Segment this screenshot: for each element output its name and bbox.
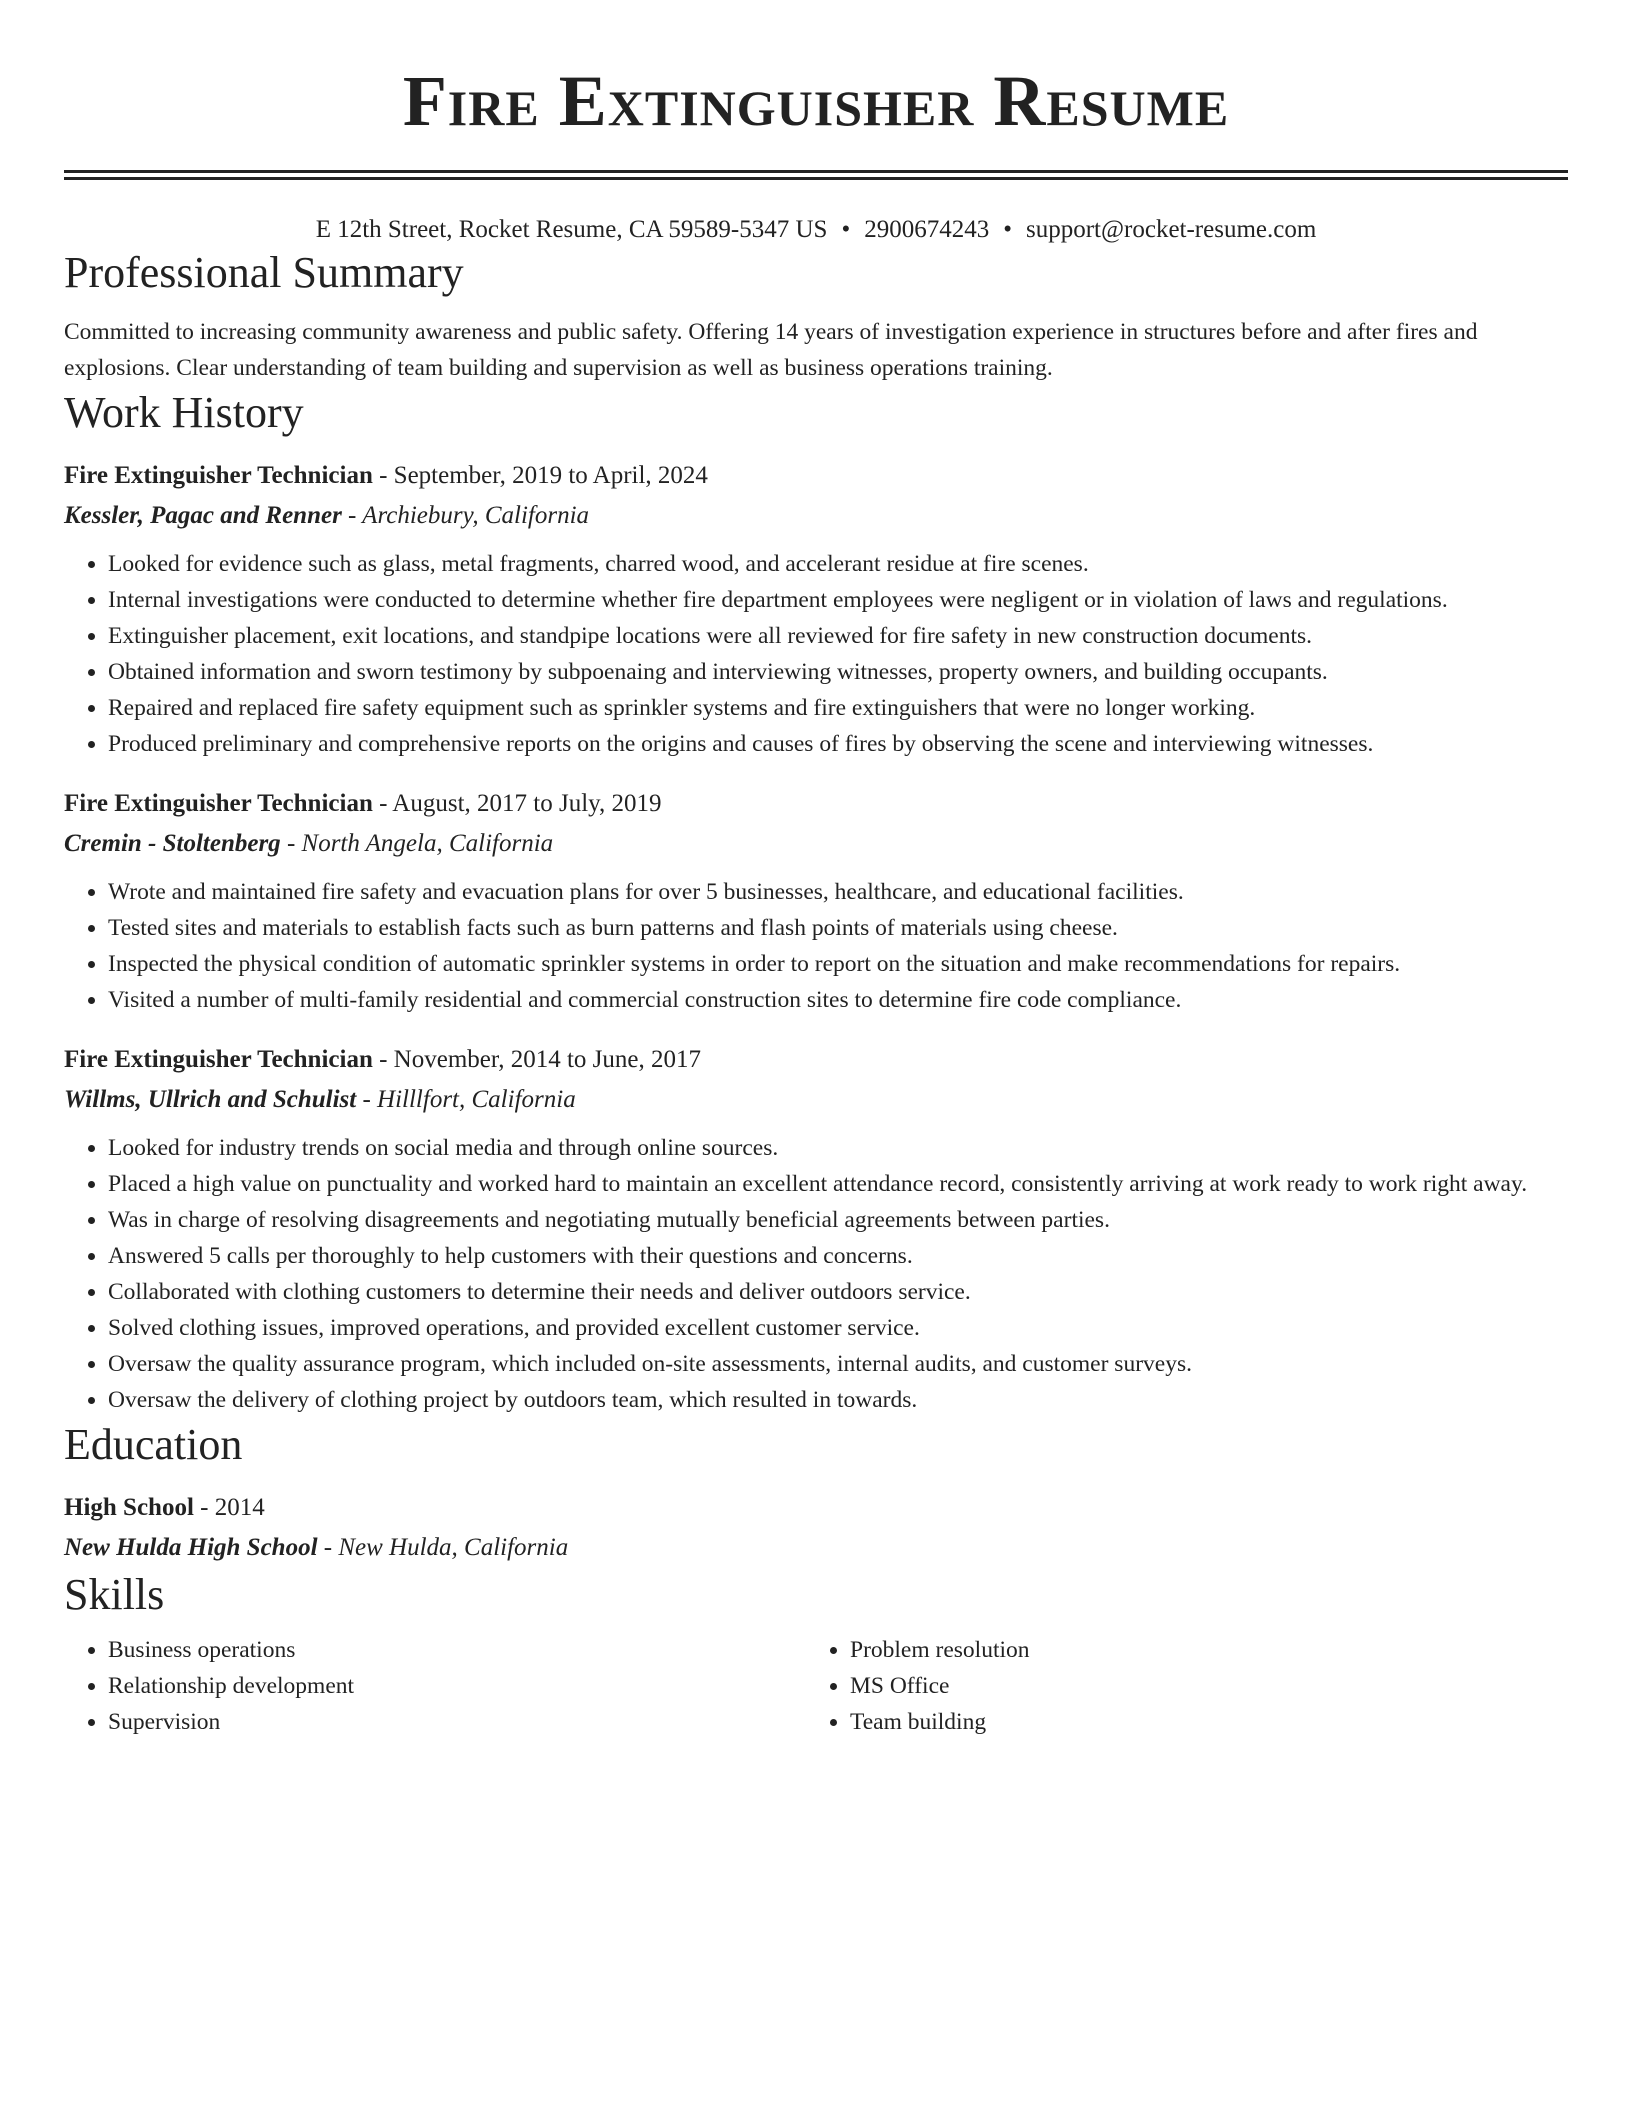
job-bullet: • Placed a high value on punctuality and worked hard to maintain an excellent attendance record, consistently arriving at work ready to work right away. <box>108 1166 1568 1202</box>
job-location: - Hilllfort, California <box>356 1086 576 1113</box>
skill-item: • Supervision <box>108 1704 806 1740</box>
job-bullet: • Looked for evidence such as glass, metal fragments, charred wood, and accelerant residue at fire scenes. <box>108 546 1568 582</box>
skill-item: • MS Office <box>850 1668 1548 1704</box>
summary-heading: Professional Summary <box>64 248 464 297</box>
job-location: - North Angela, California <box>280 830 554 857</box>
spacer <box>64 1018 1568 1040</box>
job-header <box>64 784 1568 824</box>
job-employer <box>64 496 1568 536</box>
job-bullet: • Looked for industry trends on social media and through online sources. <box>108 1130 1568 1166</box>
skills-grid <box>64 1632 1568 1740</box>
skill-item: • Team building <box>850 1704 1548 1740</box>
education-school: New Hulda High School <box>64 1534 318 1561</box>
job-bullet: • Produced preliminary and comprehensive reports on the origins and causes of fires by observing the scene and interviewing witnesses. <box>108 726 1568 762</box>
job-bullets <box>64 1130 1568 1418</box>
job-company: Willms, Ullrich and Schulist <box>64 1086 357 1113</box>
contact-separator: • <box>1003 216 1012 243</box>
job-bullets <box>64 874 1568 1018</box>
job-bullet: • Collaborated with clothing customers to determine their needs and deliver outdoors service. <box>108 1274 1568 1310</box>
job-bullet: • Repaired and replaced fire safety equipment such as sprinkler systems and fire extinguishers that were no longer working. <box>108 690 1568 726</box>
job-company: Kessler, Pagac and Renner <box>64 502 342 529</box>
job-dates: - September, 2019 to April, 2024 <box>372 462 708 489</box>
title-double-rule <box>64 170 1568 180</box>
skill-item: • Problem resolution <box>850 1632 1548 1668</box>
education-location: - New Hulda, California <box>317 1534 569 1561</box>
job-bullet: • Answered 5 calls per thoroughly to help customers with their questions and concerns. <box>108 1238 1568 1274</box>
skills-column-left <box>64 1632 806 1740</box>
job-bullets <box>64 546 1568 762</box>
job-position: Fire Extinguisher Technician <box>64 1046 373 1073</box>
skills-column-right <box>806 1632 1548 1740</box>
job-header <box>64 456 1568 496</box>
job-location: - Archiebury, California <box>341 502 590 529</box>
education-header <box>64 1488 1568 1528</box>
resume-title: Fire Extinguisher Resume <box>402 61 1230 141</box>
contact-phone[interactable]: 2900674243 <box>864 216 990 243</box>
education-year: - 2014 <box>193 1494 265 1521</box>
job-bullet: • Wrote and maintained fire safety and evacuation plans for over 5 businesses, healthcare, and educational facilities. <box>108 874 1568 910</box>
job-entry <box>64 784 1568 1018</box>
education-degree: High School <box>64 1494 194 1521</box>
contact-email[interactable]: support@rocket-resume.com <box>1026 216 1317 243</box>
job-entry <box>64 456 1568 762</box>
job-bullet: • Oversaw the delivery of clothing project by outdoors team, which resulted in towards. <box>108 1382 1568 1418</box>
education-heading: Education <box>64 1420 243 1469</box>
contact-address: E 12th Street, Rocket Resume, CA 59589-5347 US <box>315 216 828 243</box>
skill-item: • Relationship development <box>108 1668 806 1704</box>
job-bullet: • Obtained information and sworn testimony by subpoenaing and interviewing witnesses, property owners, and building occupants. <box>108 654 1568 690</box>
work-history-heading: Work History <box>64 388 304 437</box>
job-employer <box>64 824 1568 864</box>
skills-heading: Skills <box>64 1570 165 1619</box>
job-dates: - August, 2017 to July, 2019 <box>372 790 662 817</box>
job-bullet: • Internal investigations were conducted to determine whether fire department employees were negligent or in violation of laws and regulations. <box>108 582 1568 618</box>
job-bullet: • Inspected the physical condition of automatic sprinkler systems in order to report on the situation and make recommendations for repairs. <box>108 946 1568 982</box>
education-institution <box>64 1528 1568 1568</box>
spacer <box>64 762 1568 784</box>
job-entry <box>64 1040 1568 1418</box>
job-employer <box>64 1080 1568 1120</box>
job-bullet: • Extinguisher placement, exit locations, and standpipe locations were all reviewed for fire safety in new construction documents. <box>108 618 1568 654</box>
job-header <box>64 1040 1568 1080</box>
job-position: Fire Extinguisher Technician <box>64 790 373 817</box>
contact-line <box>64 214 1568 246</box>
job-dates: - November, 2014 to June, 2017 <box>372 1046 701 1073</box>
summary-text: Committed to increasing community awareness and public safety. Offering 14 years of investigation experience in structures before and after fires and explosions. Clear understanding of team building and supervision as well as business operations training. <box>64 319 1478 381</box>
job-bullet: • Was in charge of resolving disagreements and negotiating mutually beneficial agreements between parties. <box>108 1202 1568 1238</box>
job-bullet: • Solved clothing issues, improved operations, and provided excellent customer service. <box>108 1310 1568 1346</box>
job-position: Fire Extinguisher Technician <box>64 462 373 489</box>
skill-item: • Business operations <box>108 1632 806 1668</box>
job-company: Cremin - Stoltenberg <box>64 830 281 857</box>
contact-separator: • <box>841 216 851 243</box>
job-bullet: • Visited a number of multi-family residential and commercial construction sites to determine fire code compliance. <box>108 982 1568 1018</box>
job-bullet: • Oversaw the quality assurance program, which included on-site assessments, internal audits, and customer surveys. <box>108 1346 1568 1382</box>
job-bullet: • Tested sites and materials to establish facts such as burn patterns and flash points of materials using cheese. <box>108 910 1568 946</box>
